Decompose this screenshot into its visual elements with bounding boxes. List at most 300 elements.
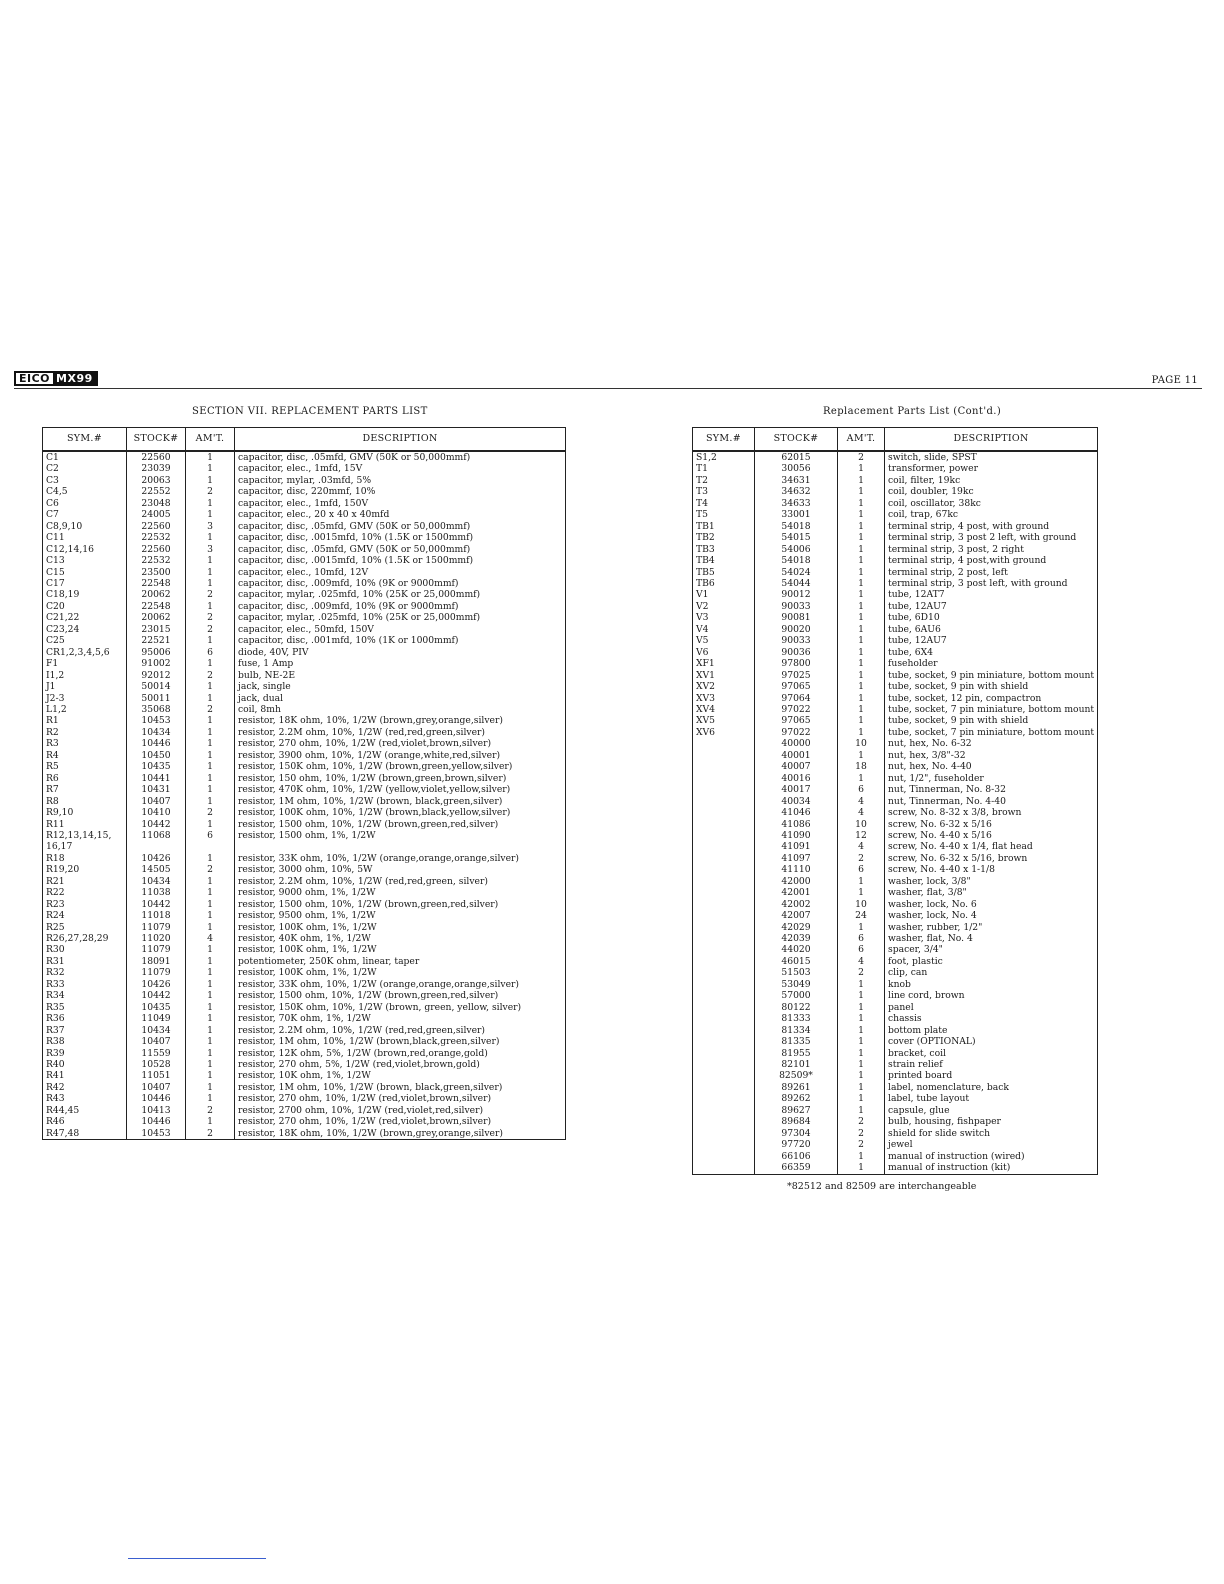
description-cell: capsule, glue bbox=[885, 1105, 1098, 1116]
amount-cell: 1 bbox=[186, 1116, 235, 1127]
sym-cell: R24 bbox=[43, 910, 127, 921]
amount-cell: 1 bbox=[186, 463, 235, 474]
table-row bbox=[693, 486, 1098, 497]
stock-cell: 23015 bbox=[127, 624, 186, 635]
col-header-amount: AM'T. bbox=[838, 428, 885, 452]
table-row bbox=[693, 750, 1098, 761]
sym-cell bbox=[693, 967, 755, 978]
table-row bbox=[43, 738, 566, 749]
amount-cell: 1 bbox=[186, 509, 235, 520]
amount-cell: 1 bbox=[186, 1093, 235, 1104]
logo-model: MX99 bbox=[53, 373, 96, 384]
sym-cell: C2 bbox=[43, 463, 127, 474]
description-cell: coil, oscillator, 38kc bbox=[885, 498, 1098, 509]
amount-cell: 1 bbox=[838, 990, 885, 1001]
table-row bbox=[693, 635, 1098, 646]
sym-cell: R5 bbox=[43, 761, 127, 772]
stock-cell: 41086 bbox=[755, 819, 838, 830]
sym-cell: V1 bbox=[693, 589, 755, 600]
description-cell: terminal strip, 3 post, 2 right bbox=[885, 544, 1098, 555]
stock-cell: 23039 bbox=[127, 463, 186, 474]
amount-cell: 1 bbox=[186, 475, 235, 486]
table-row bbox=[693, 967, 1098, 978]
amount-cell: 1 bbox=[186, 876, 235, 887]
table-row bbox=[693, 922, 1098, 933]
description-cell: tube, socket, 9 pin with shield bbox=[885, 715, 1098, 726]
table-row bbox=[43, 887, 566, 898]
table-row bbox=[43, 509, 566, 520]
stock-cell: 97304 bbox=[755, 1128, 838, 1139]
stock-cell: 11559 bbox=[127, 1048, 186, 1059]
table-row bbox=[693, 521, 1098, 532]
description-cell: potentiometer, 250K ohm, linear, taper bbox=[235, 956, 566, 967]
table-row bbox=[693, 1025, 1098, 1036]
sym-cell: R19,20 bbox=[43, 864, 127, 875]
description-cell: jewel bbox=[885, 1139, 1098, 1150]
sym-cell: TB6 bbox=[693, 578, 755, 589]
amount-cell: 1 bbox=[838, 1048, 885, 1059]
amount-cell: 1 bbox=[838, 1162, 885, 1174]
stock-cell: 97065 bbox=[755, 681, 838, 692]
description-cell: coil, doubler, 19kc bbox=[885, 486, 1098, 497]
stock-cell: 30056 bbox=[755, 463, 838, 474]
amount-cell: 1 bbox=[838, 509, 885, 520]
table-row bbox=[693, 853, 1098, 864]
amount-cell: 1 bbox=[838, 601, 885, 612]
table-row bbox=[693, 532, 1098, 543]
description-cell: resistor, 2.2M ohm, 10%, 1/2W (red,red,green, silver) bbox=[235, 876, 566, 887]
sym-cell bbox=[693, 910, 755, 921]
table-row bbox=[693, 807, 1098, 818]
eico-mx99-logo bbox=[14, 371, 98, 386]
amount-cell: 2 bbox=[186, 807, 235, 818]
sym-cell: R39 bbox=[43, 1048, 127, 1059]
description-cell: jack, single bbox=[235, 681, 566, 692]
table-row bbox=[693, 589, 1098, 600]
amount-cell: 1 bbox=[186, 967, 235, 978]
description-cell: capacitor, disc, .0015mfd, 10% (1.5K or 1500mmf) bbox=[235, 532, 566, 543]
amount-cell: 1 bbox=[186, 956, 235, 967]
table-row bbox=[693, 1139, 1098, 1150]
amount-cell: 1 bbox=[838, 567, 885, 578]
sym-cell: J2-3 bbox=[43, 693, 127, 704]
sym-cell: R18 bbox=[43, 853, 127, 864]
description-cell: panel bbox=[885, 1002, 1098, 1013]
table-row bbox=[43, 899, 566, 910]
stock-cell: 80122 bbox=[755, 1002, 838, 1013]
sym-cell: CR1,2,3,4,5,6 bbox=[43, 647, 127, 658]
stock-cell: 10450 bbox=[127, 750, 186, 761]
table-row bbox=[43, 658, 566, 669]
stock-cell: 54018 bbox=[755, 521, 838, 532]
sym-cell: R31 bbox=[43, 956, 127, 967]
stock-cell: 10446 bbox=[127, 738, 186, 749]
description-cell: capacitor, disc, .001mfd, 10% (1K or 1000mmf) bbox=[235, 635, 566, 646]
amount-cell: 1 bbox=[838, 1093, 885, 1104]
amount-cell: 1 bbox=[838, 1082, 885, 1093]
sym-cell bbox=[693, 887, 755, 898]
table-row bbox=[693, 841, 1098, 852]
table-row bbox=[43, 864, 566, 875]
table-row bbox=[693, 979, 1098, 990]
amount-cell: 1 bbox=[838, 475, 885, 486]
description-cell: tube, 12AT7 bbox=[885, 589, 1098, 600]
description-cell: capacitor, elec., 10mfd, 12V bbox=[235, 567, 566, 578]
sym-cell bbox=[693, 761, 755, 772]
sym-cell: R25 bbox=[43, 922, 127, 933]
stock-cell: 22560 bbox=[127, 544, 186, 555]
sym-cell bbox=[693, 750, 755, 761]
table-row bbox=[693, 463, 1098, 474]
table-row bbox=[43, 956, 566, 967]
table-row bbox=[43, 715, 566, 726]
amount-cell: 1 bbox=[838, 658, 885, 669]
description-cell: tube, socket, 7 pin miniature, bottom mount bbox=[885, 727, 1098, 738]
table-row bbox=[693, 956, 1098, 967]
amount-cell: 1 bbox=[186, 635, 235, 646]
stock-cell: 10442 bbox=[127, 990, 186, 1001]
description-cell: screw, No. 8-32 x 3/8, brown bbox=[885, 807, 1098, 818]
amount-cell: 1 bbox=[186, 567, 235, 578]
description-cell: resistor, 150 ohm, 10%, 1/2W (brown,green,brown,silver) bbox=[235, 773, 566, 784]
table-row bbox=[43, 681, 566, 692]
amount-cell: 1 bbox=[186, 784, 235, 795]
stock-cell: 62015 bbox=[755, 451, 838, 463]
table-row bbox=[693, 578, 1098, 589]
description-cell: resistor, 3000 ohm, 10%, 5W bbox=[235, 864, 566, 875]
sym-cell: C25 bbox=[43, 635, 127, 646]
table-row bbox=[693, 1070, 1098, 1081]
amount-cell: 1 bbox=[186, 1082, 235, 1093]
table-row bbox=[43, 853, 566, 864]
amount-cell: 1 bbox=[838, 532, 885, 543]
sym-cell bbox=[693, 944, 755, 955]
stock-cell: 46015 bbox=[755, 956, 838, 967]
table-row bbox=[43, 944, 566, 955]
sym-cell: C17 bbox=[43, 578, 127, 589]
sym-cell: R30 bbox=[43, 944, 127, 955]
stock-cell: 42002 bbox=[755, 899, 838, 910]
description-cell: capacitor, mylar, .03mfd, 5% bbox=[235, 475, 566, 486]
table-row bbox=[43, 532, 566, 543]
description-cell: washer, lock, No. 6 bbox=[885, 899, 1098, 910]
stock-cell: 10434 bbox=[127, 876, 186, 887]
description-cell: label, tube layout bbox=[885, 1093, 1098, 1104]
amount-cell: 2 bbox=[838, 1128, 885, 1139]
stock-cell: 10413 bbox=[127, 1105, 186, 1116]
table-row bbox=[43, 876, 566, 887]
amount-cell: 1 bbox=[186, 451, 235, 463]
description-cell: capacitor, elec., 50mfd, 150V bbox=[235, 624, 566, 635]
description-cell: terminal strip, 3 post 2 left, with ground bbox=[885, 532, 1098, 543]
table-row bbox=[43, 979, 566, 990]
sym-cell: R22 bbox=[43, 887, 127, 898]
sym-cell: C11 bbox=[43, 532, 127, 543]
table-row bbox=[43, 750, 566, 761]
stock-cell: 92012 bbox=[127, 670, 186, 681]
stock-cell: 14505 bbox=[127, 864, 186, 875]
sym-cell: R38 bbox=[43, 1036, 127, 1047]
sym-cell: V6 bbox=[693, 647, 755, 658]
sym-cell: C1 bbox=[43, 451, 127, 463]
stock-cell: 10407 bbox=[127, 1082, 186, 1093]
description-cell: screw, No. 6-32 x 5/16 bbox=[885, 819, 1098, 830]
sym-cell bbox=[693, 738, 755, 749]
description-cell: resistor, 100K ohm, 1%, 1/2W bbox=[235, 922, 566, 933]
description-cell: screw, No. 6-32 x 5/16, brown bbox=[885, 853, 1098, 864]
description-cell: capacitor, mylar, .025mfd, 10% (25K or 25,000mmf) bbox=[235, 589, 566, 600]
description-cell bbox=[235, 841, 566, 852]
stock-cell: 40007 bbox=[755, 761, 838, 772]
interchangeable-footnote: *82512 and 82509 are interchangeable bbox=[787, 1181, 977, 1192]
sym-cell: L1,2 bbox=[43, 704, 127, 715]
table-row bbox=[43, 578, 566, 589]
stock-cell: 10528 bbox=[127, 1059, 186, 1070]
amount-cell: 1 bbox=[186, 819, 235, 830]
amount-cell bbox=[186, 841, 235, 852]
stock-cell: 34631 bbox=[755, 475, 838, 486]
amount-cell: 1 bbox=[838, 1002, 885, 1013]
stock-cell: 40001 bbox=[755, 750, 838, 761]
description-cell: resistor, 70K ohm, 1%, 1/2W bbox=[235, 1013, 566, 1024]
table-row bbox=[693, 601, 1098, 612]
description-cell: washer, flat, 3/8" bbox=[885, 887, 1098, 898]
col-header-description: DESCRIPTION bbox=[235, 428, 566, 452]
description-cell: resistor, 1500 ohm, 10%, 1/2W (brown,green,red,silver) bbox=[235, 899, 566, 910]
sym-cell: XV2 bbox=[693, 681, 755, 692]
stock-cell: 22548 bbox=[127, 601, 186, 612]
stock-cell: 90081 bbox=[755, 612, 838, 623]
bottom-underline bbox=[128, 1558, 266, 1559]
table-row bbox=[43, 624, 566, 635]
sym-cell: C6 bbox=[43, 498, 127, 509]
stock-cell: 10446 bbox=[127, 1116, 186, 1127]
table-row bbox=[43, 1116, 566, 1127]
amount-cell: 1 bbox=[838, 624, 885, 635]
amount-cell: 1 bbox=[838, 704, 885, 715]
description-cell: tube, 12AU7 bbox=[885, 635, 1098, 646]
table-row bbox=[693, 1059, 1098, 1070]
stock-cell: 10407 bbox=[127, 1036, 186, 1047]
description-cell: screw, No. 4-40 x 5/16 bbox=[885, 830, 1098, 841]
description-cell: nut, 1/2", fuseholder bbox=[885, 773, 1098, 784]
table-row bbox=[693, 796, 1098, 807]
sym-cell bbox=[693, 1082, 755, 1093]
sym-cell bbox=[693, 1059, 755, 1070]
stock-cell: 11038 bbox=[127, 887, 186, 898]
table-row bbox=[43, 475, 566, 486]
table-row bbox=[43, 589, 566, 600]
table-header-row bbox=[43, 428, 566, 452]
stock-cell: 89262 bbox=[755, 1093, 838, 1104]
amount-cell: 1 bbox=[838, 498, 885, 509]
sym-cell: C20 bbox=[43, 601, 127, 612]
description-cell: fuse, 1 Amp bbox=[235, 658, 566, 669]
sym-cell: R11 bbox=[43, 819, 127, 830]
table-row bbox=[43, 784, 566, 795]
amount-cell: 1 bbox=[186, 796, 235, 807]
sym-cell bbox=[693, 1070, 755, 1081]
amount-cell: 2 bbox=[186, 864, 235, 875]
sym-cell: R42 bbox=[43, 1082, 127, 1093]
table-row bbox=[43, 567, 566, 578]
sym-cell: C3 bbox=[43, 475, 127, 486]
amount-cell: 1 bbox=[186, 899, 235, 910]
amount-cell: 1 bbox=[838, 463, 885, 474]
description-cell: resistor, 1M ohm, 10%, 1/2W (brown,black,green,silver) bbox=[235, 1036, 566, 1047]
table-row bbox=[43, 910, 566, 921]
sym-cell: XV4 bbox=[693, 704, 755, 715]
table-row bbox=[43, 1070, 566, 1081]
sym-cell: R21 bbox=[43, 876, 127, 887]
col-header-sym: SYM.# bbox=[43, 428, 127, 452]
stock-cell: 81955 bbox=[755, 1048, 838, 1059]
sym-cell bbox=[693, 1093, 755, 1104]
table-row bbox=[43, 1105, 566, 1116]
sym-cell: XV3 bbox=[693, 693, 755, 704]
amount-cell: 6 bbox=[838, 784, 885, 795]
col-header-amount: AM'T. bbox=[186, 428, 235, 452]
table-row bbox=[43, 727, 566, 738]
description-cell: resistor, 270 ohm, 10%, 1/2W (red,violet,brown,silver) bbox=[235, 1093, 566, 1104]
section-title-continued: Replacement Parts List (Cont'd.) bbox=[823, 406, 1002, 417]
table-row bbox=[693, 761, 1098, 772]
amount-cell: 3 bbox=[186, 544, 235, 555]
amount-cell: 1 bbox=[186, 578, 235, 589]
sym-cell bbox=[693, 1128, 755, 1139]
sym-cell: R7 bbox=[43, 784, 127, 795]
sym-cell: C7 bbox=[43, 509, 127, 520]
amount-cell: 1 bbox=[186, 922, 235, 933]
sym-cell: C8,9,10 bbox=[43, 521, 127, 532]
amount-cell: 1 bbox=[838, 521, 885, 532]
stock-cell: 66359 bbox=[755, 1162, 838, 1174]
sym-cell bbox=[693, 1162, 755, 1174]
sym-cell: S1,2 bbox=[693, 451, 755, 463]
parts-table-left bbox=[42, 427, 566, 1140]
stock-cell: 40000 bbox=[755, 738, 838, 749]
amount-cell: 1 bbox=[186, 532, 235, 543]
amount-cell: 1 bbox=[838, 773, 885, 784]
sym-cell: V4 bbox=[693, 624, 755, 635]
description-cell: resistor, 1500 ohm, 10%, 1/2W (brown,green,red,silver) bbox=[235, 819, 566, 830]
sym-cell: XV5 bbox=[693, 715, 755, 726]
sym-cell: V5 bbox=[693, 635, 755, 646]
amount-cell: 1 bbox=[186, 681, 235, 692]
stock-cell: 11079 bbox=[127, 922, 186, 933]
sym-cell bbox=[693, 1105, 755, 1116]
description-cell: resistor, 40K ohm, 1%, 1/2W bbox=[235, 933, 566, 944]
stock-cell: 89627 bbox=[755, 1105, 838, 1116]
stock-cell: 18091 bbox=[127, 956, 186, 967]
amount-cell: 1 bbox=[186, 1025, 235, 1036]
description-cell: transformer, power bbox=[885, 463, 1098, 474]
stock-cell: 42001 bbox=[755, 887, 838, 898]
sym-cell: V2 bbox=[693, 601, 755, 612]
sym-cell bbox=[693, 899, 755, 910]
amount-cell: 1 bbox=[838, 670, 885, 681]
description-cell: resistor, 33K ohm, 10%, 1/2W (orange,orange,orange,silver) bbox=[235, 853, 566, 864]
amount-cell: 2 bbox=[186, 704, 235, 715]
amount-cell: 2 bbox=[186, 486, 235, 497]
table-row bbox=[43, 612, 566, 623]
sym-cell bbox=[693, 784, 755, 795]
amount-cell: 1 bbox=[838, 612, 885, 623]
table-row bbox=[693, 899, 1098, 910]
sym-cell bbox=[693, 1151, 755, 1162]
sym-cell: R40 bbox=[43, 1059, 127, 1070]
description-cell: screw, No. 4-40 x 1-1/8 bbox=[885, 864, 1098, 875]
amount-cell: 1 bbox=[838, 1070, 885, 1081]
amount-cell: 1 bbox=[186, 750, 235, 761]
col-header-sym: SYM.# bbox=[693, 428, 755, 452]
table-row bbox=[693, 990, 1098, 1001]
table-row bbox=[43, 1093, 566, 1104]
sym-cell: R37 bbox=[43, 1025, 127, 1036]
stock-cell: 81333 bbox=[755, 1013, 838, 1024]
sym-cell: R4 bbox=[43, 750, 127, 761]
amount-cell: 4 bbox=[838, 956, 885, 967]
description-cell: resistor, 470K ohm, 10%, 1/2W (yellow,violet,yellow,silver) bbox=[235, 784, 566, 795]
amount-cell: 1 bbox=[838, 750, 885, 761]
stock-cell: 10442 bbox=[127, 899, 186, 910]
stock-cell: 90020 bbox=[755, 624, 838, 635]
description-cell: resistor, 12K ohm, 5%, 1/2W (brown,red,orange,gold) bbox=[235, 1048, 566, 1059]
description-cell: resistor, 150K ohm, 10%, 1/2W (brown, green, yellow, silver) bbox=[235, 1002, 566, 1013]
description-cell: resistor, 270 ohm, 10%, 1/2W (red,violet,brown,silver) bbox=[235, 1116, 566, 1127]
table-row bbox=[43, 544, 566, 555]
table-row bbox=[693, 1002, 1098, 1013]
amount-cell: 4 bbox=[838, 807, 885, 818]
amount-cell: 18 bbox=[838, 761, 885, 772]
sym-cell bbox=[693, 1002, 755, 1013]
amount-cell: 1 bbox=[186, 1036, 235, 1047]
description-cell: tube, socket, 7 pin miniature, bottom mount bbox=[885, 704, 1098, 715]
table-row bbox=[43, 933, 566, 944]
table-row bbox=[693, 864, 1098, 875]
table-row bbox=[693, 1036, 1098, 1047]
stock-cell: 66106 bbox=[755, 1151, 838, 1162]
stock-cell: 50014 bbox=[127, 681, 186, 692]
sym-cell: R43 bbox=[43, 1093, 127, 1104]
stock-cell: 89684 bbox=[755, 1116, 838, 1127]
description-cell: capacitor, disc, 220mmf, 10% bbox=[235, 486, 566, 497]
description-cell: resistor, 150K ohm, 10%, 1/2W (brown,green,yellow,silver) bbox=[235, 761, 566, 772]
stock-cell: 41046 bbox=[755, 807, 838, 818]
table-row bbox=[43, 761, 566, 772]
table-row bbox=[693, 509, 1098, 520]
amount-cell: 2 bbox=[186, 1128, 235, 1140]
sym-cell: R6 bbox=[43, 773, 127, 784]
table-row bbox=[43, 521, 566, 532]
description-cell: shield for slide switch bbox=[885, 1128, 1098, 1139]
stock-cell: 10434 bbox=[127, 727, 186, 738]
table-row bbox=[43, 451, 566, 463]
stock-cell: 33001 bbox=[755, 509, 838, 520]
amount-cell: 2 bbox=[186, 670, 235, 681]
sym-cell: C13 bbox=[43, 555, 127, 566]
amount-cell: 10 bbox=[838, 819, 885, 830]
stock-cell: 82509* bbox=[755, 1070, 838, 1081]
description-cell: spacer, 3/4" bbox=[885, 944, 1098, 955]
stock-cell: 10441 bbox=[127, 773, 186, 784]
description-cell: cover (OPTIONAL) bbox=[885, 1036, 1098, 1047]
description-cell: line cord, brown bbox=[885, 990, 1098, 1001]
sym-cell bbox=[693, 864, 755, 875]
table-row bbox=[43, 841, 566, 852]
description-cell: terminal strip, 4 post,with ground bbox=[885, 555, 1098, 566]
table-row bbox=[43, 670, 566, 681]
